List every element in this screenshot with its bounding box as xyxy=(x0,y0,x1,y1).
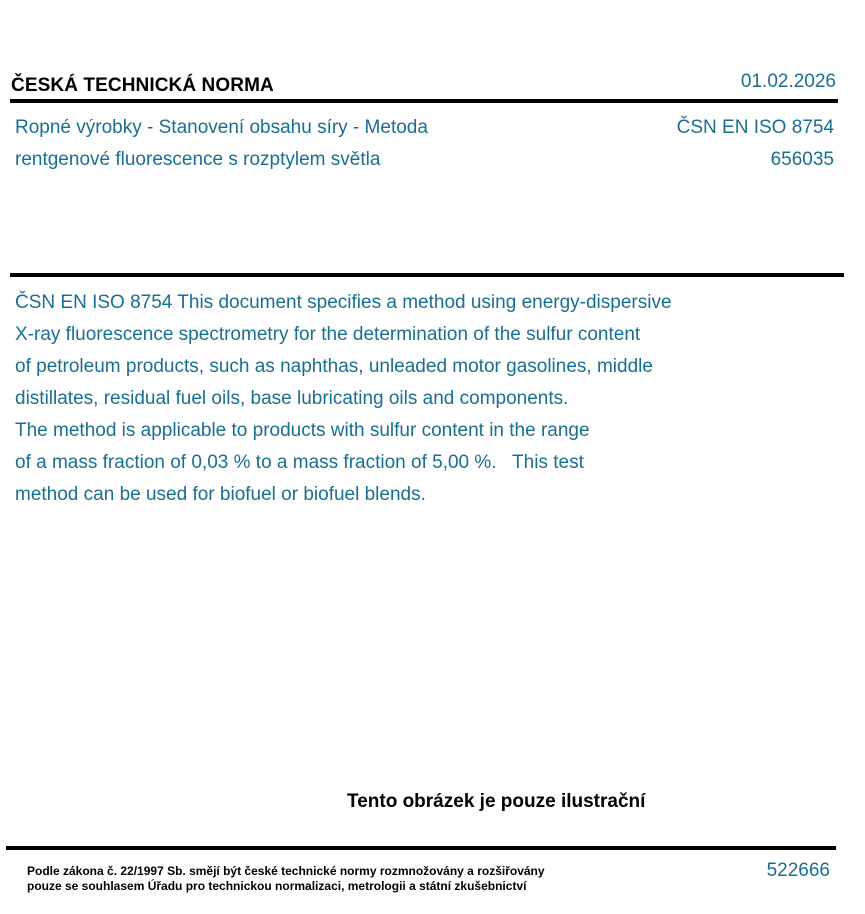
document-number: 522666 xyxy=(766,860,830,881)
middle-divider xyxy=(10,273,844,277)
legal-notice-line-1: Podle zákona č. 22/1997 Sb. smějí být české technické normy rozmnožovány a rozšiřovány xyxy=(27,864,545,878)
illustration-notice: Tento obrázek je pouze ilustrační xyxy=(347,791,646,812)
norm-title: ČESKÁ TECHNICKÁ NORMA xyxy=(11,75,274,96)
abstract-line: of petroleum products, such as naphthas, unleaded motor gasolines, middle xyxy=(15,356,653,377)
standard-title-line-2: rentgenové fluorescence s rozptylem světla xyxy=(15,149,381,170)
legal-notice-line-2: pouze se souhlasem Úřadu pro technickou normalizaci, metrologii a státní zkušebnictví xyxy=(27,879,527,893)
abstract-line: method can be used for biofuel or biofuel blends. xyxy=(15,484,426,505)
abstract-line: ČSN EN ISO 8754 This document specifies a method using energy-dispersive xyxy=(15,292,672,313)
bottom-divider xyxy=(6,846,836,850)
abstract-line: distillates, residual fuel oils, base lubricating oils and components. xyxy=(15,388,569,409)
abstract-line: The method is applicable to products with sulfur content in the range xyxy=(15,420,590,441)
abstract-line: X-ray fluorescence spectrometry for the determination of the sulfur content xyxy=(15,324,641,345)
publication-date: 01.02.2026 xyxy=(740,71,836,92)
abstract-line: of a mass fraction of 0,03 % to a mass fraction of 5,00 %. This test xyxy=(15,452,584,473)
class-number: 656035 xyxy=(770,149,834,170)
standard-code: ČSN EN ISO 8754 xyxy=(676,117,834,138)
standard-title-line-1: Ropné výrobky - Stanovení obsahu síry - Metoda xyxy=(15,117,428,138)
top-divider xyxy=(10,99,838,103)
